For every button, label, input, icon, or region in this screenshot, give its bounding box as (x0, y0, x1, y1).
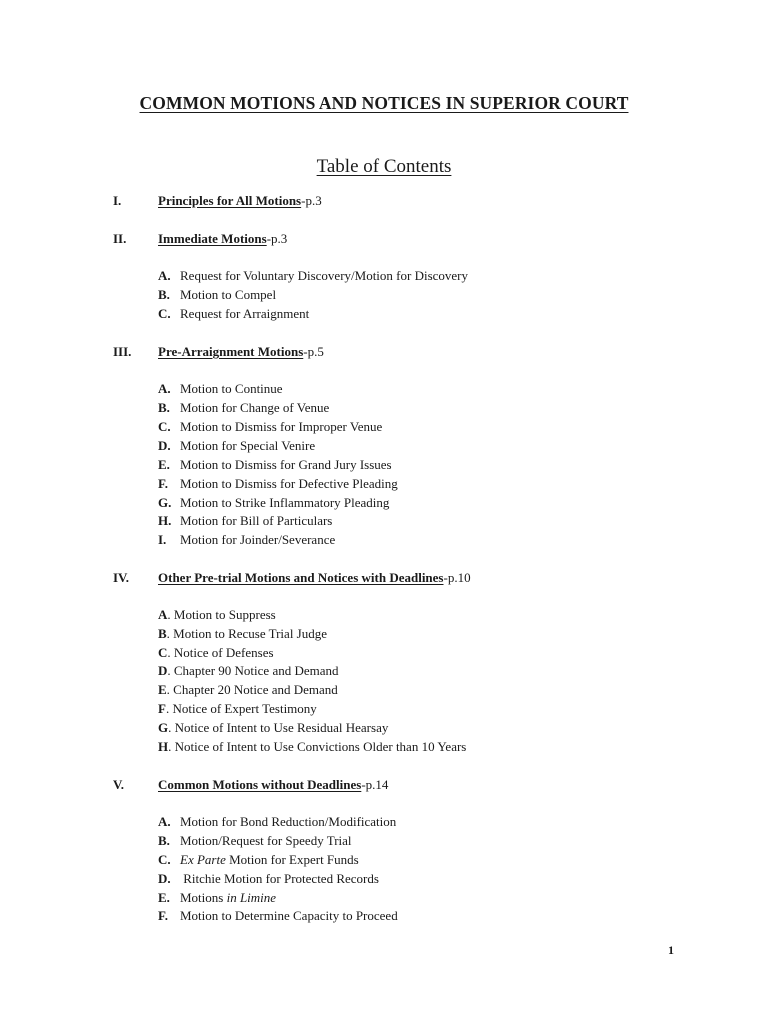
document-title: COMMON MOTIONS AND NOTICES IN SUPERIOR COURT (139, 93, 629, 113)
item-text: Motion to Dismiss for Grand Jury Issues (180, 457, 392, 472)
item-text: Motion to Determine Capacity to Proceed (180, 908, 398, 923)
section-page: -p.3 (301, 193, 322, 208)
item-text: Ritchie Motion for Protected Records (180, 871, 379, 886)
section-number: V. (113, 777, 124, 792)
item-letter: C. (158, 306, 171, 321)
toc-item[interactable] (158, 512, 332, 530)
item-letter: E. (158, 457, 170, 472)
section-page: -p.5 (303, 344, 324, 359)
item-text: Motion for Special Venire (180, 438, 316, 453)
item-text: . Notice of Defenses (167, 645, 274, 660)
toc-item[interactable] (158, 380, 283, 398)
toc-item[interactable] (158, 418, 382, 436)
item-text: . Notice of Expert Testimony (165, 701, 317, 716)
toc-item[interactable] (158, 437, 315, 455)
item-letter: B (158, 626, 167, 641)
toc-item[interactable] (158, 889, 276, 907)
toc-item[interactable] (158, 662, 339, 680)
item-letter: B. (158, 287, 170, 302)
toc-item[interactable] (158, 456, 392, 474)
section-number: III. (113, 344, 132, 359)
item-letter: B. (158, 400, 170, 415)
item-letter: F (158, 701, 166, 716)
item-text: Motion to Dismiss for Defective Pleading (180, 476, 398, 491)
item-letter: D. (158, 438, 171, 453)
section-title[interactable]: Immediate Motions (158, 231, 267, 246)
item-letter: A. (158, 268, 171, 283)
toc-item[interactable] (158, 719, 388, 737)
item-text: . Chapter 20 Notice and Demand (166, 682, 338, 697)
item-text: Motion for Bill of Particulars (180, 513, 333, 528)
item-letter: E. (158, 890, 170, 905)
toc-item[interactable] (158, 700, 317, 718)
toc-item[interactable] (158, 738, 466, 756)
item-letter: A (158, 607, 168, 622)
item-text: Motion to Continue (180, 381, 283, 396)
toc-heading: Table of Contents (316, 156, 452, 177)
section-number: I. (113, 193, 122, 208)
item-letter: A. (158, 381, 171, 396)
item-letter: F. (158, 908, 168, 923)
item-text: . Notice of Intent to Use Residual Hearsay (168, 720, 389, 735)
item-letter: F. (158, 476, 168, 491)
toc-item[interactable] (158, 870, 379, 888)
item-text: Motion for Change of Venue (180, 400, 330, 415)
toc-item[interactable] (158, 832, 352, 850)
section-title[interactable]: Principles for All Motions (158, 193, 302, 208)
item-text: Motion to Compel (180, 287, 277, 302)
toc-item[interactable] (158, 494, 389, 512)
toc-item[interactable] (158, 305, 309, 323)
item-italic: Ex Parte (180, 852, 226, 867)
toc-item[interactable] (158, 286, 276, 304)
item-text: Motions (180, 890, 227, 905)
toc-item[interactable] (158, 531, 335, 549)
toc-item[interactable] (158, 907, 398, 925)
toc-item[interactable] (158, 851, 359, 869)
item-text: Request for Voluntary Discovery/Motion for Discovery (180, 268, 468, 283)
item-letter: D (158, 663, 168, 678)
item-letter: G. (158, 495, 172, 510)
item-letter: B. (158, 833, 170, 848)
toc-item[interactable] (158, 606, 276, 624)
item-letter: C. (158, 419, 171, 434)
item-text: Motion for Joinder/Severance (180, 532, 336, 547)
toc-item[interactable] (158, 644, 274, 662)
item-letter: H. (158, 513, 172, 528)
section-number: II. (113, 231, 127, 246)
item-letter: H (158, 739, 169, 754)
item-text: Motion to Dismiss for Improper Venue (180, 419, 383, 434)
item-letter: I. (158, 532, 167, 547)
item-italic: in Limine (226, 890, 277, 905)
section-title[interactable]: Pre-Arraignment Motions (158, 344, 304, 359)
section-number: IV. (113, 570, 130, 585)
page-number: 1 (668, 943, 674, 957)
item-letter: E (158, 682, 167, 697)
item-text: Motion/Request for Speedy Trial (180, 833, 352, 848)
item-text: Motion to Strike Inflammatory Pleading (180, 495, 390, 510)
item-letter: A. (158, 814, 171, 829)
item-text: . Chapter 90 Notice and Demand (167, 663, 339, 678)
item-letter: D. (158, 871, 171, 886)
item-letter: G (158, 720, 169, 735)
toc-item[interactable] (158, 399, 329, 417)
item-text: Motion for Bond Reduction/Modification (180, 814, 397, 829)
item-text: . Motion to Recuse Trial Judge (166, 626, 328, 641)
section-title[interactable]: Common Motions without Deadlines (158, 777, 362, 792)
toc-item[interactable] (158, 681, 338, 699)
section-page: -p.3 (266, 231, 288, 246)
item-text: Request for Arraignment (180, 306, 310, 321)
item-letter: C (158, 645, 168, 660)
item-letter: C. (158, 852, 171, 867)
item-text: Motion for Expert Funds (225, 852, 359, 867)
toc-item[interactable] (158, 813, 396, 831)
item-text: . Notice of Intent to Use Convictions Older than 10 Years (168, 739, 467, 754)
section-page: -p.14 (361, 777, 389, 792)
toc-item[interactable] (158, 475, 398, 493)
toc-item[interactable] (158, 625, 327, 643)
toc-item[interactable] (158, 267, 468, 285)
section-page: -p.10 (443, 570, 471, 585)
section-title[interactable]: Other Pre-trial Motions and Notices with Deadlines (158, 570, 444, 585)
item-text: . Motion to Suppress (167, 607, 276, 622)
